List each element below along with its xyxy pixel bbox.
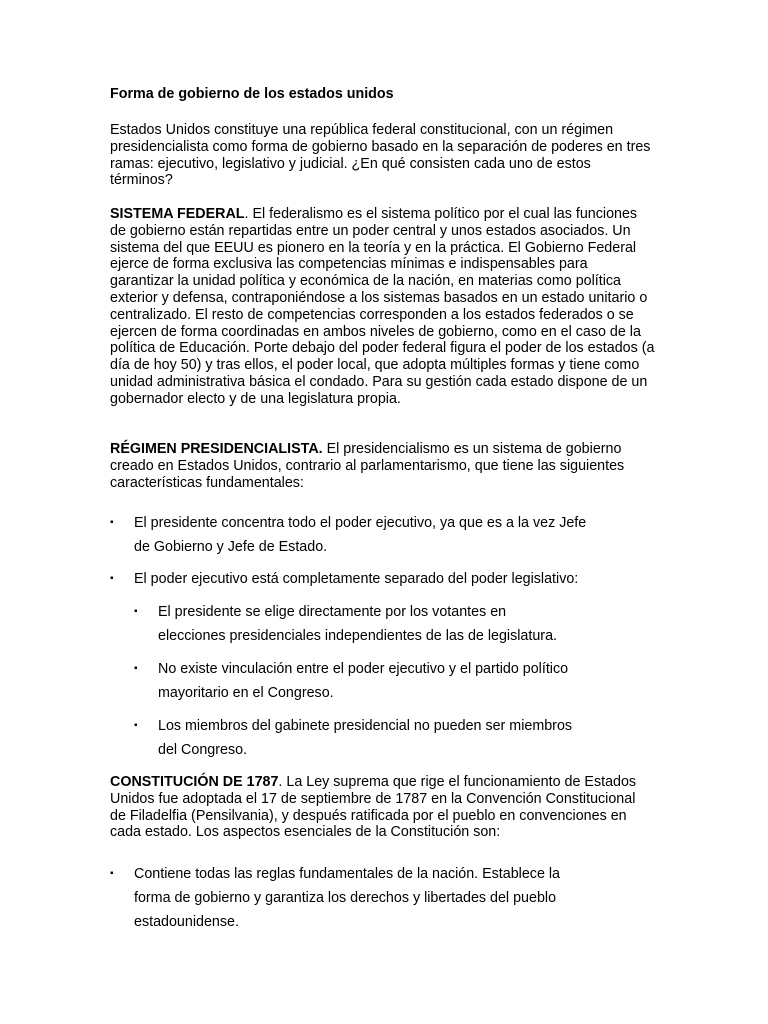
list-item-line: Los miembros del gabinete presidencial no pueden ser miembros: [158, 718, 573, 734]
federal-text: . El federalismo es el sistema político por el cual las funciones de gobierno están repartidas entre un poder central y unos estados asociados. Un sistema del que EEUU es pionero en la teoría y en la práctica. El Gobierno Federal ejerce de forma exclusiva las competencias mínimas e indispensables para garantizar la unidad política y económica de la nación, en materias como política exterior y defensa, contraponiéndose a los sistemas basados en un estado unitario o centralizado. El resto de competencias corresponden a los estados federados o se ejercen de forma coordinadas en ambos niveles de gobierno, como en el caso de la política de Educación. Porte debajo del poder federal figura el poder de los estados (a día de hoy 50) y tras ellos, el poder local, que adopta múltiples formas y tiene como unidad administrativa básica el condado. Para su gestión cada estado dispone de un gobernador electo y de una legislatura propia.: [110, 206, 655, 407]
list-item-line: El presidente se elige directamente por los votantes en: [158, 604, 507, 620]
constitution-paragraph: [110, 774, 655, 841]
list-item-line: Contiene todas las reglas fundamentales de la nación. Establece la: [134, 866, 561, 882]
federal-heading: SISTEMA FEDERAL: [110, 206, 245, 222]
intro-paragraph: Estados Unidos constituye una república federal constitucional, con un régimen presidencialista como forma de gobierno basado en la separación de poderes en tres ramas: ejecutivo, legislativo y judicial. ¿En qué consisten cada uno de estos términos?: [110, 122, 651, 189]
list-item: [110, 862, 650, 934]
presidential-heading: RÉGIMEN PRESIDENCIALISTA.: [110, 441, 323, 457]
list-item-line: mayoritario en el Congreso.: [158, 685, 334, 701]
bullet-marker: ▪: [134, 606, 138, 617]
list-item-line: No existe vinculación entre el poder ejecutivo y el partido político: [158, 661, 569, 677]
list-item-line: elecciones presidenciales independientes de las de legislatura.: [158, 628, 557, 644]
list-item: [134, 714, 654, 762]
list-item: [134, 657, 654, 705]
list-item: [134, 600, 654, 648]
bullet-marker: ▪: [110, 573, 114, 584]
list-item: [110, 567, 650, 591]
bullet-marker: ▪: [134, 720, 138, 731]
presidential-paragraph: [110, 441, 655, 491]
list-item: [110, 511, 650, 559]
bullet-marker: ▪: [134, 663, 138, 674]
federal-paragraph: [110, 206, 655, 408]
list-item-line: El presidente concentra todo el poder ejecutivo, ya que es a la vez Jefe: [134, 515, 587, 531]
constitution-heading: CONSTITUCIÓN DE 1787: [110, 774, 279, 790]
list-item-line: del Congreso.: [158, 742, 248, 758]
constitution-text: . La Ley suprema que rige el funcionamiento de Estados Unidos fue adoptada el 17 de septiembre de 1787 en la Convención Constitucional de Filadelfia (Pensilvania), y después ratificada por el pueblo en convenciones en cada estado. Los aspectos esenciales de la Constitución son:: [110, 774, 637, 841]
bullet-marker: ▪: [110, 517, 114, 528]
list-item-line: estadounidense.: [134, 914, 239, 930]
list-item-line: El poder ejecutivo está completamente separado del poder legislativo:: [134, 571, 579, 587]
document-title: Forma de gobierno de los estados unidos: [110, 86, 394, 102]
presidential-text: El presidencialismo es un sistema de gobierno creado en Estados Unidos, contrario al parlamentarismo, que tiene las siguientes características fundamentales:: [110, 441, 625, 491]
list-item-line: forma de gobierno y garantiza los derechos y libertades del pueblo: [134, 890, 557, 906]
bullet-marker: ▪: [110, 868, 114, 879]
list-item-line: de Gobierno y Jefe de Estado.: [134, 539, 328, 555]
